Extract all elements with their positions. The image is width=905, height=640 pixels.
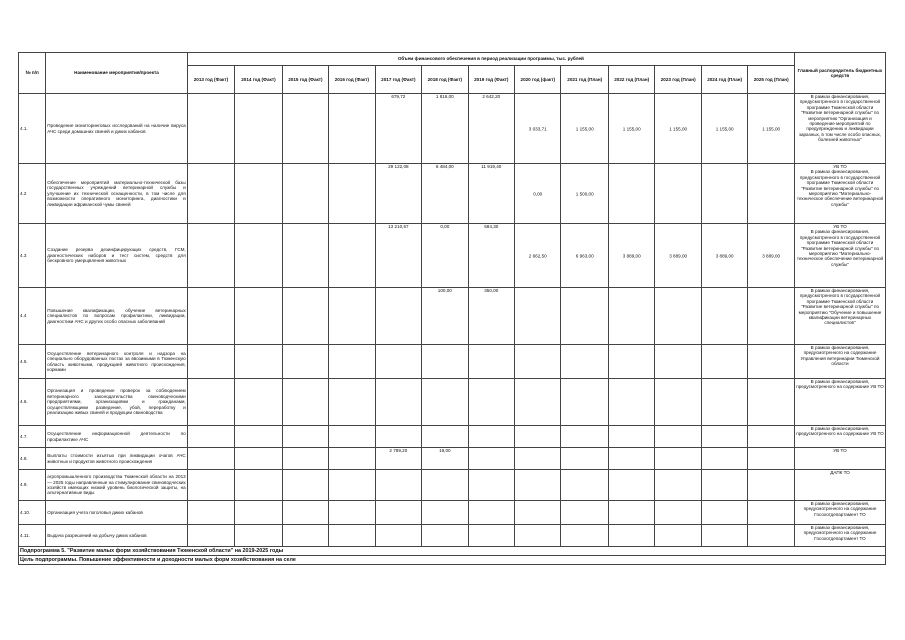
value-fact: 13 210,57	[388, 224, 409, 229]
value-cell	[282, 345, 328, 379]
value-cell	[282, 448, 328, 470]
value-cell	[515, 470, 561, 501]
value-cell	[329, 164, 375, 224]
value-cell	[608, 470, 654, 501]
value-fact: 0,00	[440, 224, 450, 229]
table-row	[19, 288, 886, 345]
table-row	[19, 525, 886, 547]
table-row	[19, 379, 886, 426]
value-cell	[422, 501, 468, 525]
value-cell	[282, 379, 328, 426]
value-cell	[608, 345, 654, 379]
value-fact: 11 919,40	[481, 164, 502, 169]
row-number: 4.4	[19, 288, 46, 345]
row-number: 4.2	[19, 164, 46, 224]
value-cell	[655, 470, 701, 501]
value-plan: 2 662,50	[528, 252, 547, 258]
value-cell	[375, 379, 421, 426]
value-cell	[655, 345, 701, 379]
value-cell	[282, 288, 328, 345]
header-year: 2014 год (Факт)	[235, 66, 282, 94]
header-year: 2018 год (Факт)	[422, 66, 468, 94]
value-cell	[468, 164, 514, 224]
value-plan: 1 155,00	[669, 125, 688, 131]
value-cell	[701, 525, 747, 547]
row-name: Выплаты стоимости изъятых при ликвидации очагов АЧС животных и продуктов животного происхождения	[46, 448, 187, 470]
value-cell	[655, 94, 701, 164]
value-cell	[468, 501, 514, 525]
value-cell	[655, 525, 701, 547]
value-cell	[701, 345, 747, 379]
row-name: агропромышленного производства Тюменской области на 2013 — 2025 годы направленные на стимулирование свиноводческих хозяйств имеющих низкий уровень биологической защиты, на альтернативные виды	[46, 470, 187, 501]
value-plan: 1 500,00	[575, 190, 594, 196]
value-fact: 6 484,00	[435, 164, 454, 169]
header-year: 2019 год (Факт)	[468, 66, 514, 94]
row-distributor: УВ ТО	[794, 448, 885, 470]
value-cell	[701, 426, 747, 448]
header-year: 2021 год (План)	[561, 66, 608, 94]
value-cell	[235, 501, 282, 525]
value-plan: 6 963,00	[575, 252, 594, 258]
value-cell	[329, 501, 375, 525]
value-cell	[329, 448, 375, 470]
row-distributor: В рамках финансирования, предусмотренного на содержание УВ ТО	[794, 426, 885, 448]
header-funding: Объем финансового обеспечения в период реализации программы, тыс. рублей	[187, 53, 794, 66]
value-cell	[515, 164, 561, 224]
value-cell	[187, 164, 234, 224]
value-cell	[422, 525, 468, 547]
subprogram-goal: Цель подпрограммы. Повышение эффективности и доходности малых форм хозяйствования на селе	[19, 556, 886, 565]
row-number: 4.11.	[19, 525, 46, 547]
value-cell	[608, 448, 654, 470]
value-cell	[235, 470, 282, 501]
header-year: 2024 год (План)	[701, 66, 747, 94]
row-name: Организация и проведение проверок за соблюдением ветеринарного законодательства свиноводческими предприятиями, организациями и гражданами, осуществляющими разведение, убой, переработку и реализацию живых свиней и продукции свиноводства	[46, 379, 187, 426]
value-cell	[235, 448, 282, 470]
value-cell	[329, 224, 375, 288]
value-cell	[561, 525, 608, 547]
row-name: Выдача разрешений на добычу диких кабанов	[46, 525, 187, 547]
value-cell	[329, 345, 375, 379]
header-year: 2017 год (Факт)	[375, 66, 421, 94]
value-cell	[701, 448, 747, 470]
table-row	[19, 448, 886, 470]
row-name: Осуществление ветеринарного контроля и надзора на специально оборудованных постах за ввозимыми в Тюменскую область животными, продукцией животного происхождения, кормами	[46, 345, 187, 379]
value-cell	[561, 164, 608, 224]
row-distributor: В рамках финансирования, предусмотренного на содержание Госохотдепартамент ТО	[794, 501, 885, 525]
header-year: 2020 год (факт)	[515, 66, 561, 94]
value-cell	[422, 345, 468, 379]
value-cell	[748, 164, 795, 224]
row-number: 4.1.	[19, 94, 46, 164]
row-distributor: В рамках финансирования, предусмотренного в государственной программе Тюменской области "Развитие ветеринарной службы" по мероприятию "Организация и проведение мероприятий по предупреждению и ликвидации заразных, в том числе особо опасных, болезней животных"	[794, 94, 885, 164]
row-name: Организация учета поголовья диких кабанов	[46, 501, 187, 525]
funding-table-sheet	[18, 52, 886, 565]
row-number: 4.5.	[19, 345, 46, 379]
value-fact: 679,72	[391, 94, 406, 99]
value-cell	[422, 426, 468, 448]
header-year: 2022 год (План)	[608, 66, 654, 94]
value-cell	[235, 164, 282, 224]
header-year: 2025 год (План)	[748, 66, 795, 94]
row-number: 4.7.	[19, 426, 46, 448]
value-cell	[282, 470, 328, 501]
value-cell	[748, 94, 795, 164]
value-cell	[561, 345, 608, 379]
value-cell	[422, 288, 468, 345]
row-distributor: ДАПК ТО	[794, 470, 885, 501]
value-cell	[422, 224, 468, 288]
value-cell	[422, 448, 468, 470]
value-fact: 2 789,20	[389, 448, 408, 453]
value-plan: 3 889,00	[622, 252, 641, 258]
value-cell	[187, 379, 234, 426]
value-cell	[608, 94, 654, 164]
header-num: № п/п	[19, 53, 46, 94]
value-cell	[608, 164, 654, 224]
value-cell	[422, 94, 468, 164]
value-cell	[561, 94, 608, 164]
value-cell	[515, 379, 561, 426]
value-cell	[235, 94, 282, 164]
value-cell	[468, 525, 514, 547]
value-cell	[468, 94, 514, 164]
row-number: 4.10.	[19, 501, 46, 525]
value-fact: 350,00	[484, 288, 499, 293]
value-cell	[468, 426, 514, 448]
value-cell	[561, 470, 608, 501]
value-cell	[748, 224, 795, 288]
value-cell	[282, 501, 328, 525]
value-cell	[187, 94, 234, 164]
value-cell	[748, 525, 795, 547]
value-cell	[748, 470, 795, 501]
value-cell	[561, 224, 608, 288]
row-distributor: УВ ТО В рамках финансирования, предусмотренного в государственной программе Тюменской области "Развитие ветеринарной службы" по мероприятию "Материально-техническое обеспечение ветеринарной службы"	[794, 224, 885, 288]
value-cell	[282, 224, 328, 288]
value-cell	[748, 448, 795, 470]
value-cell	[701, 379, 747, 426]
table-row	[19, 164, 886, 224]
row-distributor: В рамках финансирования, предусмотренного на содержание Госохотдепартамент ТО	[794, 525, 885, 547]
value-cell	[235, 379, 282, 426]
value-cell	[282, 426, 328, 448]
table-row	[19, 426, 886, 448]
header-distributor: Главный распорядитель бюджетных средств	[794, 53, 885, 94]
value-cell	[701, 94, 747, 164]
value-cell	[701, 288, 747, 345]
table-row	[19, 470, 886, 501]
value-plan: 1 155,00	[715, 125, 734, 131]
value-cell	[561, 288, 608, 345]
value-cell	[655, 164, 701, 224]
value-cell	[375, 501, 421, 525]
value-plan: 1 155,00	[622, 125, 641, 131]
table-row	[19, 501, 886, 525]
value-cell	[515, 525, 561, 547]
value-cell	[329, 426, 375, 448]
value-cell	[282, 94, 328, 164]
value-plan: 0,00	[533, 190, 543, 196]
value-plan: 1 155,00	[762, 125, 781, 131]
value-cell	[375, 94, 421, 164]
value-fact: 584,30	[484, 224, 499, 229]
value-cell	[329, 525, 375, 547]
row-number: 4.9.	[19, 470, 46, 501]
value-cell	[375, 470, 421, 501]
value-cell	[608, 379, 654, 426]
value-cell	[187, 448, 234, 470]
value-fact: 19,00	[439, 448, 451, 453]
table-row	[19, 224, 886, 288]
value-cell	[701, 470, 747, 501]
value-cell	[235, 345, 282, 379]
value-cell	[701, 164, 747, 224]
value-cell	[701, 501, 747, 525]
value-cell	[561, 501, 608, 525]
header-year: 2013 год (Факт)	[187, 66, 234, 94]
value-fact: 2 642,20	[482, 94, 501, 99]
value-cell	[515, 426, 561, 448]
value-cell	[375, 448, 421, 470]
value-cell	[329, 379, 375, 426]
value-cell	[187, 501, 234, 525]
value-cell	[375, 288, 421, 345]
header-year: 2016 год (Факт)	[329, 66, 375, 94]
funding-table	[18, 52, 886, 565]
value-cell	[422, 164, 468, 224]
value-cell	[187, 345, 234, 379]
header-name: Наименование мероприятия/проекта	[46, 53, 187, 94]
value-cell	[515, 448, 561, 470]
row-name: Осуществление информационной деятельности по профилактике АЧС	[46, 426, 187, 448]
value-cell	[748, 379, 795, 426]
value-cell	[422, 379, 468, 426]
value-cell	[561, 426, 608, 448]
table-row	[19, 345, 886, 379]
value-cell	[701, 224, 747, 288]
value-cell	[375, 224, 421, 288]
value-cell	[329, 288, 375, 345]
value-cell	[515, 94, 561, 164]
value-cell	[375, 426, 421, 448]
value-cell	[282, 164, 328, 224]
value-cell	[329, 94, 375, 164]
value-plan: 3 889,00	[715, 252, 734, 258]
value-cell	[235, 224, 282, 288]
value-plan: 3 889,00	[669, 252, 688, 258]
value-cell	[468, 288, 514, 345]
value-cell	[515, 501, 561, 525]
value-cell	[608, 224, 654, 288]
subprogram-title: Подпрограмма 5. "Развитие малых форм хозяйствования Тюменской области" на 2019-2025 годы	[19, 547, 886, 556]
row-number: 4.3	[19, 224, 46, 288]
value-plan: 3 033,71	[528, 125, 547, 131]
value-cell	[655, 448, 701, 470]
value-cell	[748, 288, 795, 345]
value-fact: 100,00	[437, 288, 452, 293]
value-cell	[187, 224, 234, 288]
value-cell	[187, 288, 234, 345]
row-name: Повышение квалификации, обучение ветеринарных специалистов по вопросам профилактики, ликвидации, диагностики АЧС и других особо опасных заболеваний	[46, 288, 187, 345]
value-cell	[748, 426, 795, 448]
value-cell	[608, 501, 654, 525]
header-year: 2015 год (Факт)	[282, 66, 328, 94]
value-cell	[282, 525, 328, 547]
value-cell	[655, 224, 701, 288]
value-cell	[187, 426, 234, 448]
value-cell	[468, 224, 514, 288]
value-cell	[655, 501, 701, 525]
value-cell	[422, 470, 468, 501]
row-number: 4.6.	[19, 379, 46, 426]
row-number: 4.8.	[19, 448, 46, 470]
value-cell	[748, 501, 795, 525]
header-year: 2023 год (План)	[655, 66, 701, 94]
value-cell	[561, 448, 608, 470]
value-cell	[187, 470, 234, 501]
value-cell	[608, 288, 654, 345]
value-cell	[468, 470, 514, 501]
value-cell	[515, 288, 561, 345]
value-cell	[375, 525, 421, 547]
value-cell	[187, 525, 234, 547]
table-row	[19, 94, 886, 164]
value-cell	[468, 448, 514, 470]
value-cell	[655, 379, 701, 426]
value-cell	[748, 345, 795, 379]
value-cell	[375, 345, 421, 379]
row-distributor: УВ ТО В рамках финансирования, предусмотренного в государственной программе Тюменской области "Развитие ветеринарной службы" по мероприятию "Материально-техническое обеспечение ветеринарной службы"	[794, 164, 885, 224]
value-fact: 1 816,00	[435, 94, 454, 99]
value-plan: 3 889,00	[762, 252, 781, 258]
value-cell	[655, 426, 701, 448]
value-cell	[515, 345, 561, 379]
value-cell	[468, 345, 514, 379]
value-cell	[608, 426, 654, 448]
value-cell	[235, 288, 282, 345]
value-cell	[655, 288, 701, 345]
value-cell	[468, 379, 514, 426]
value-cell	[329, 470, 375, 501]
value-cell	[608, 525, 654, 547]
row-name: Проведение мониторинговых исследований на наличие вируса АЧС среди домашних свиней и диких кабанов	[46, 94, 187, 164]
value-cell	[561, 379, 608, 426]
row-distributor: В рамках финансирования, предусмотренного на содержание Управления ветеринарии Тюменской области	[794, 345, 885, 379]
value-plan: 1 155,00	[575, 125, 594, 131]
row-name: Обеспечение мероприятий материально-технической базы государственных учреждений ветеринарной службы и улучшение их технической оснащенности, в том числе для возможности оперативного мониторинга, диагностики и ликвидации африканской чумы свиней	[46, 164, 187, 224]
row-distributor: В рамках финансирования, предусмотренного в государственной программе Тюменской области "Развитие ветеринарной службы" по мероприятию "Обучение и повышение квалификации ветеринарных специалистов"	[794, 288, 885, 345]
value-cell	[515, 224, 561, 288]
row-name: Создание резерва дезинфицирующих средств, ГСМ, диагностических наборов и тест систем, средств для бескровного умерщвления животных	[46, 224, 187, 288]
value-fact: 29 122,08	[388, 164, 409, 169]
value-cell	[235, 426, 282, 448]
value-cell	[235, 525, 282, 547]
value-cell	[375, 164, 421, 224]
row-distributor: В рамках финансирования, предусмотренного на содержание УВ ТО	[794, 379, 885, 426]
